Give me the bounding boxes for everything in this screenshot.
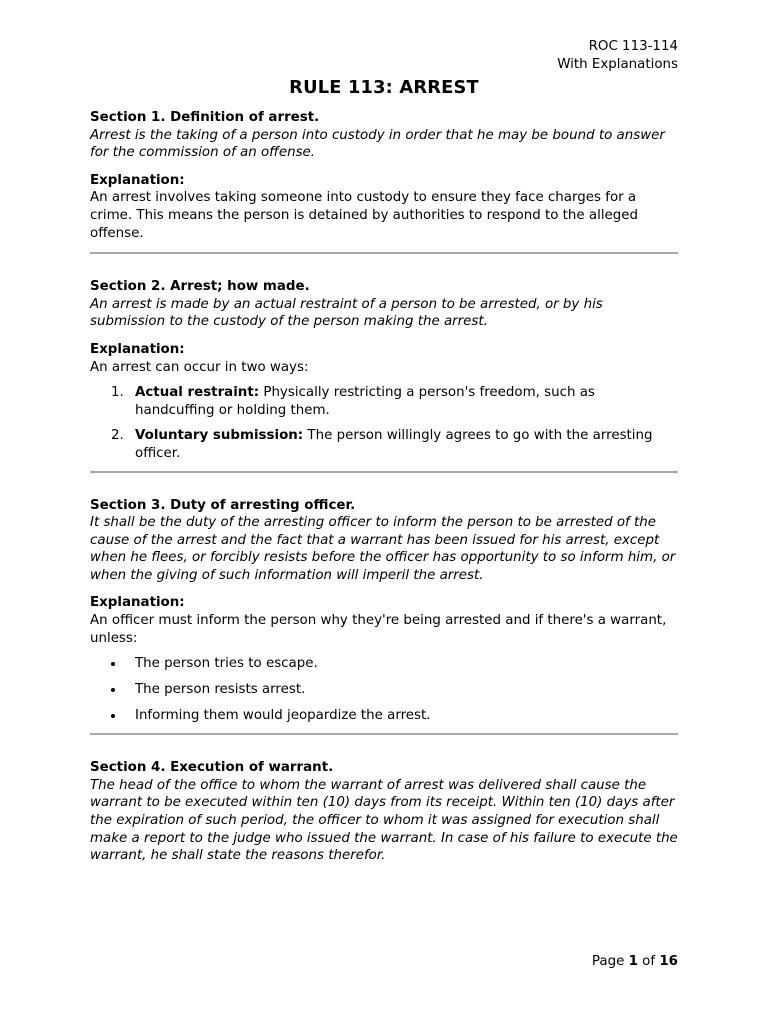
section-text: It shall be the duty of the arresting officer to inform the person to be arrested of the cause of the arrest and the fact that a warrant has been issued for his arrest, except when he flees, or forcibly resists before the officer has opportunity to so inform him, or when the giving of such information will imperil the arrest. bbox=[90, 515, 676, 583]
list-item-term: Actual restraint: bbox=[135, 385, 260, 401]
numbered-list bbox=[90, 384, 678, 462]
list-item bbox=[90, 681, 678, 699]
list-item-text: Physically restricting a person's freedom, such as handcuffing or holding them. bbox=[135, 385, 595, 418]
section-divider bbox=[90, 252, 678, 254]
list-item-term: Voluntary submission: bbox=[135, 428, 304, 444]
list-item-text: The person tries to escape. bbox=[135, 656, 318, 672]
section-2 bbox=[90, 278, 678, 462]
page-of-label: of bbox=[642, 954, 656, 969]
bullet-list bbox=[90, 655, 678, 725]
list-item bbox=[90, 655, 678, 673]
header-code: ROC 113-114 bbox=[588, 39, 678, 54]
list-item-text: Informing them would jeopardize the arrest. bbox=[135, 708, 431, 724]
page-label: Page bbox=[591, 954, 625, 969]
list-item bbox=[90, 707, 678, 725]
section-4 bbox=[90, 759, 678, 865]
section-divider bbox=[90, 471, 678, 473]
list-item-text: The person resists arrest. bbox=[135, 682, 306, 698]
section-text: An arrest is made by an actual restraint of a person to be arrested, or by his submission to the custody of the person making the arrest. bbox=[90, 296, 603, 330]
explanation-text: An arrest can occur in two ways: bbox=[90, 359, 309, 375]
page-header bbox=[557, 38, 678, 73]
page-footer bbox=[592, 953, 678, 971]
header-subtitle: With Explanations bbox=[557, 56, 678, 72]
list-item bbox=[90, 427, 678, 462]
bullet-icon bbox=[111, 714, 115, 718]
page-current-number: 1 bbox=[628, 954, 638, 969]
document-body bbox=[90, 109, 678, 865]
explanation-text: An arrest involves taking someone into custody to ensure they face charges for a crime. This means the person is detained by authorities to respond to the alleged offense. bbox=[90, 190, 639, 241]
section-heading: Section 2. Arrest; how made. bbox=[90, 279, 310, 295]
section-heading: Section 1. Definition of arrest. bbox=[90, 110, 320, 125]
section-text: Arrest is the taking of a person into custody in order that he may be bound to answer for the commission of an offense. bbox=[90, 127, 665, 161]
list-number: 2. bbox=[111, 428, 124, 444]
explanation-heading: Explanation: bbox=[90, 172, 185, 188]
explanation-text: An officer must inform the person why they're being arrested and if there's a warrant, unless: bbox=[90, 613, 667, 646]
section-divider bbox=[90, 733, 678, 735]
section-3 bbox=[90, 497, 678, 725]
section-1 bbox=[90, 109, 678, 242]
list-item-text: The person willingly agrees to go with the arresting officer. bbox=[135, 428, 653, 461]
bullet-icon bbox=[111, 688, 115, 692]
page-total-number: 16 bbox=[659, 954, 678, 969]
bullet-icon bbox=[111, 662, 115, 666]
explanation-heading: Explanation: bbox=[90, 595, 185, 611]
section-heading: Section 3. Duty of arresting officer. bbox=[90, 497, 356, 513]
list-item bbox=[90, 384, 678, 419]
page-title: RULE 113: ARREST bbox=[289, 77, 479, 98]
explanation-heading: Explanation: bbox=[90, 341, 185, 357]
section-heading: Section 4. Execution of warrant. bbox=[90, 760, 334, 776]
section-text: The head of the office to whom the warrant of arrest was delivered shall cause the warrant to be executed within ten (10) days from its receipt. Within ten (10) days after the expiration of such period, the officer to whom it was assigned for execution shall make a report to the judge who issued the warrant. In case of his failure to execute the warrant, he shall state the reasons therefor. bbox=[90, 777, 678, 864]
list-number: 1. bbox=[111, 385, 124, 401]
